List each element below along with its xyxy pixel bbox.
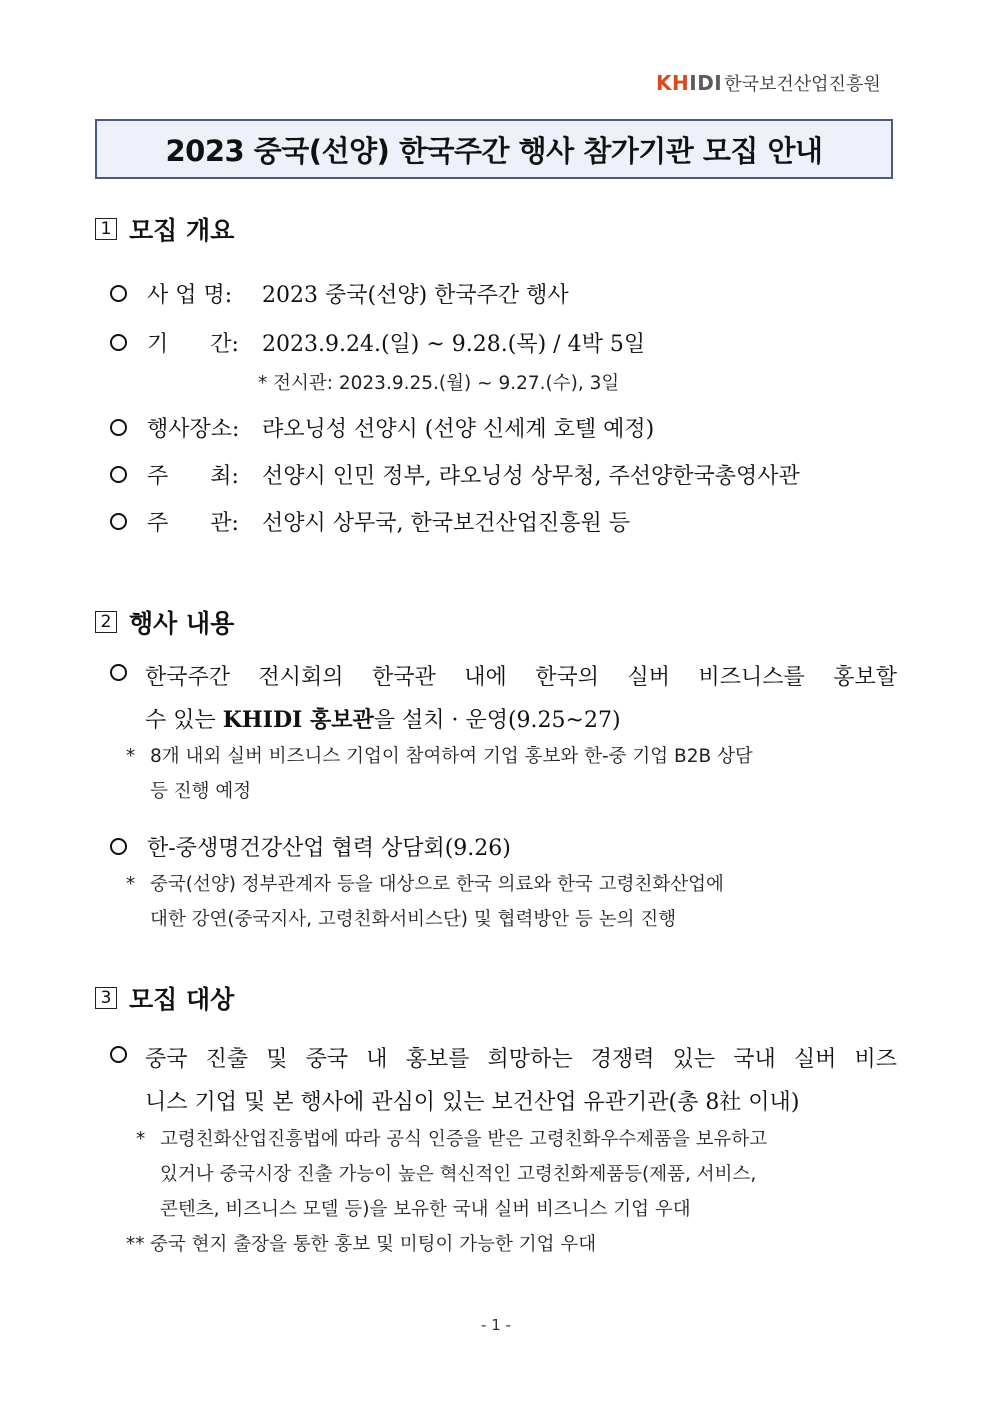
target-note-1-line-3: 콘텐츠, 비즈니스 모델 등)을 보유한 국내 실버 비즈니스 기업 우대 <box>160 1199 691 1220</box>
circle-bullet-icon <box>110 838 127 855</box>
circle-bullet-icon <box>110 466 127 483</box>
target-note-2: ** 중국 현지 출장을 통한 홍보 및 미팅이 가능한 기업 우대 <box>126 1234 597 1255</box>
overview-item-organizer: 주 관: 선양시 상무국, 한국보건산업진흥원 등 <box>110 506 630 537</box>
section-title: 모집 개요 <box>129 216 235 245</box>
target-note-1: * 고령친화산업진흥법에 따라 공식 인증을 받은 고령친화우수제품을 보유하고 <box>136 1129 768 1150</box>
target-note-1-line-2: 있거나 중국시장 진출 가능이 높은 혁신적인 고령친화제품등(제품, 서비스, <box>160 1164 757 1185</box>
circle-bullet-icon <box>110 1046 127 1063</box>
content-item-1-line-1: 한국주간 전시회의 한국관 내에 한국의 실버 비즈니스를 홍보할 <box>145 665 897 690</box>
overview-item-name: 사 업 명: 2023 중국(선양) 한국주간 행사 <box>110 278 569 309</box>
content-item-1-note-line-2: 등 진행 예정 <box>150 781 252 802</box>
section-number: 1 <box>95 218 117 240</box>
khidi-logo-name: 한국보건산업진흥원 <box>724 74 881 95</box>
content-item-1-note: * 8개 내외 실버 비즈니스 기업이 참여하여 기업 홍보와 한-중 기업 B2B 상담 <box>126 746 753 767</box>
content-item-2-note-line-2: 대한 강연(중국지사, 고령친화서비스단) 및 협력방안 등 논의 진행 <box>150 909 677 930</box>
overview-item-host: 주 최: 선양시 인민 정부, 랴오닝성 상무청, 주선양한국총영사관 <box>110 459 800 490</box>
section-number: 2 <box>95 611 117 633</box>
section-heading-1 <box>95 211 234 247</box>
target-item-bullet <box>110 1044 147 1069</box>
document-title-box <box>95 119 893 179</box>
khidi-promo-hall: KHIDI 홍보관 <box>222 707 374 733</box>
overview-item-venue: 행사장소: 랴오닝성 선양시 (선양 신세계 호텔 예정) <box>110 412 654 443</box>
circle-bullet-icon <box>110 285 127 302</box>
circle-bullet-icon <box>110 334 127 351</box>
overview-period-note: * 전시관: 2023.9.25.(월) ~ 9.27.(수), 3일 <box>258 373 620 394</box>
document-title: 2023 중국(선양) 한국주간 행사 참가기관 모집 안내 <box>165 133 823 168</box>
content-item-1-line-2: 수 있는 KHIDI 홍보관을 설치 · 운영(9.25~27) <box>145 707 621 733</box>
circle-bullet-icon <box>110 419 127 436</box>
section-title: 모집 대상 <box>129 985 235 1014</box>
khidi-logo-mark: KHIDI <box>656 71 723 95</box>
content-item-2: 한-중생명건강산업 협력 상담회(9.26) <box>110 831 511 862</box>
content-item-2-note: * 중국(선양) 정부관계자 등을 대상으로 한국 의료와 한국 고령친화산업에 <box>126 874 724 895</box>
overview-item-period: 기 간: 2023.9.24.(일) ~ 9.28.(목) / 4박 5일 <box>110 327 645 358</box>
page-number: - 1 - <box>481 1316 511 1334</box>
section-heading-2 <box>95 604 234 640</box>
section-title: 행사 내용 <box>129 609 235 638</box>
circle-bullet-icon <box>110 664 127 681</box>
circle-bullet-icon <box>110 513 127 530</box>
section-heading-3 <box>95 980 234 1016</box>
khidi-logo <box>656 70 881 96</box>
target-line-1: 중국 진출 및 중국 내 홍보를 희망하는 경쟁력 있는 국내 실버 비즈 <box>145 1047 897 1072</box>
target-line-2: 니스 기업 및 본 행사에 관심이 있는 보건산업 유관기관(총 8社 이내) <box>145 1090 800 1115</box>
content-item-1-bullet <box>110 662 147 687</box>
section-number: 3 <box>95 987 117 1009</box>
